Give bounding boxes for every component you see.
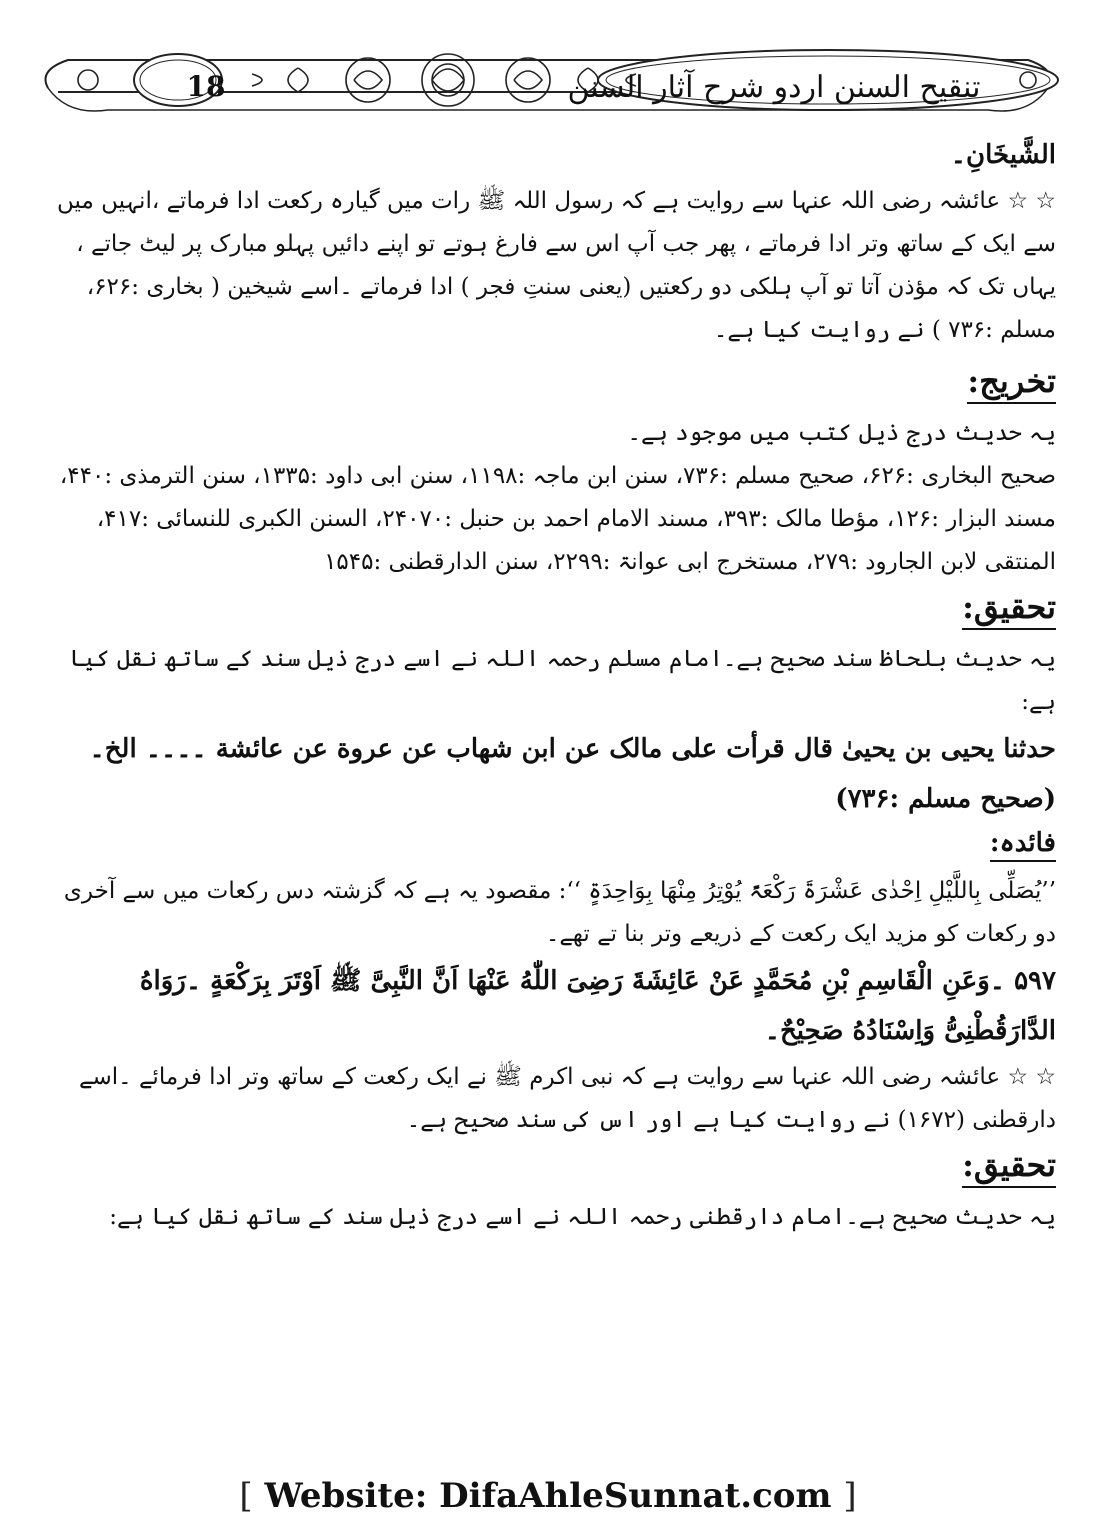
sanad-muslim: حدثنا یحیی بن یحییٰ قال قرأت علی مالک عن ابن شهاب عن عروة عن عائشة ۔۔۔۔ الخ۔ (صحیح مسلم :۷۳۶) bbox=[89, 734, 1056, 814]
faida-text: ’’یُصَلِّی بِاللَّیْلِ اِحْدٰی عَشْرَۃَ رَکْعَۃً یُوْتِرُ مِنْھَا بِوَاحِدَۃٍ ‘‘: مقصود یہ ہے کہ گزشتہ دس رکعات میں سے آخری دو رکعات کو مزید ایک رکعت کے ذریعے وتر بنا تے تھے۔ bbox=[63, 878, 1056, 947]
shaykhan-line: الشَّیخَانِ۔ bbox=[950, 140, 1056, 170]
tahqiq-2-text: یہ حدیث صحیح ہے۔امام دارقطنی رحمہ اللہ نے اسے درج ذیل سند کے ساتھ نقل کیا ہے: bbox=[109, 1204, 1056, 1230]
footer-bracket-left: [ bbox=[239, 1476, 253, 1516]
heading-faida: فائدہ: bbox=[990, 828, 1056, 862]
takhrij-intro: یہ حدیث درج ذیل کتب میں موجود ہے۔ bbox=[627, 420, 1056, 446]
website-footer bbox=[0, 1476, 1096, 1516]
heading-tahqiq-1: تحقیق: bbox=[962, 588, 1056, 630]
tahqiq-1-text: یہ حدیث بلحاظ سند صحیح ہے۔امام مسلم رحمہ اللہ نے اسے درج ذیل سند کے ساتھ نقل کیا ہے: bbox=[69, 646, 1056, 715]
hadith-597: ۵۹۷ ۔وَعَنِ الْقَاسِمِ بْنِ مُحَمَّدٍ عَنْ عَائِشَةَ رَضِیَ اللّٰهُ عَنْهَا اَنَّ النَّبِیَّ ﷺ اَوْتَرَ بِرَکْعَةٍ ۔رَوَاهُ الدَّارَقُطْنِیُّ وَاِسْنَادُهُ صَحِیْحٌ۔ bbox=[139, 966, 1056, 1046]
footer-bracket-right: ] bbox=[843, 1476, 857, 1516]
page-number: 18 bbox=[186, 70, 226, 103]
website-url[interactable]: Website: DifaAhleSunnat.com bbox=[264, 1476, 832, 1516]
heading-takhrij: تخریج: bbox=[967, 362, 1056, 404]
heading-tahqiq-2: تحقیق: bbox=[962, 1146, 1056, 1188]
paragraph-aisha-narration: ☆ ☆ عائشہ رضی اللہ عنہا سے روایت ہے کہ رسول اللہ ﷺ رات میں گیارہ رکعت ادا فرماتے ،انہیں میں سے ایک کے ساتھ وتر ادا فرماتے ، پھر جب آپ اس سے فارغ ہوتے تو اپنے دائیں پہلو مبارک پر لیٹ جاتے ، یہاں تک کہ مؤذن آتا تو آپ ہلکی دو رکعتیں (یعنی سنتِ فجر ) ادا فرماتے ۔اسے شیخین ( بخاری :۶۲۶، مسلم :۷۳۶ ) نے روایت کیا ہے۔ bbox=[57, 188, 1056, 343]
takhrij-references: صحیح البخاری :۶۲۶، صحیح مسلم :۷۳۶، سنن ابن ماجہ :۱۱۹۸، سنن ابی داود :۱۳۳۵، سنن الترمذی :۴۴۰، مسند البزار :۱۲۶، مؤطا مالک :۳۹۳، مسند الامام احمد بن حنبل :۲۴۰۷۰، السنن الکبری للنسائی :۴۱۷، المنتقی لابن الجارود :۲۷۹، مستخرج ابی عوانۃ :۲۲۹۹، سنن الدارقطنی :۱۵۴۵ bbox=[59, 463, 1056, 575]
book-title: تنقیح السنن اردو شرح آثار السنن bbox=[567, 70, 981, 105]
page-content bbox=[40, 130, 1056, 1239]
paragraph-daraqutni-narration: ☆ ☆ عائشہ رضی اللہ عنہا سے روایت ہے کہ نبی اکرم ﷺ نے ایک رکعت کے ساتھ وتر ادا فرمائے ۔اسے دارقطنی (۱۶۷۲) نے روایت کیا ہے اور اس کی سند صحیح ہے۔ bbox=[79, 1064, 1056, 1133]
page-header bbox=[28, 18, 1068, 128]
